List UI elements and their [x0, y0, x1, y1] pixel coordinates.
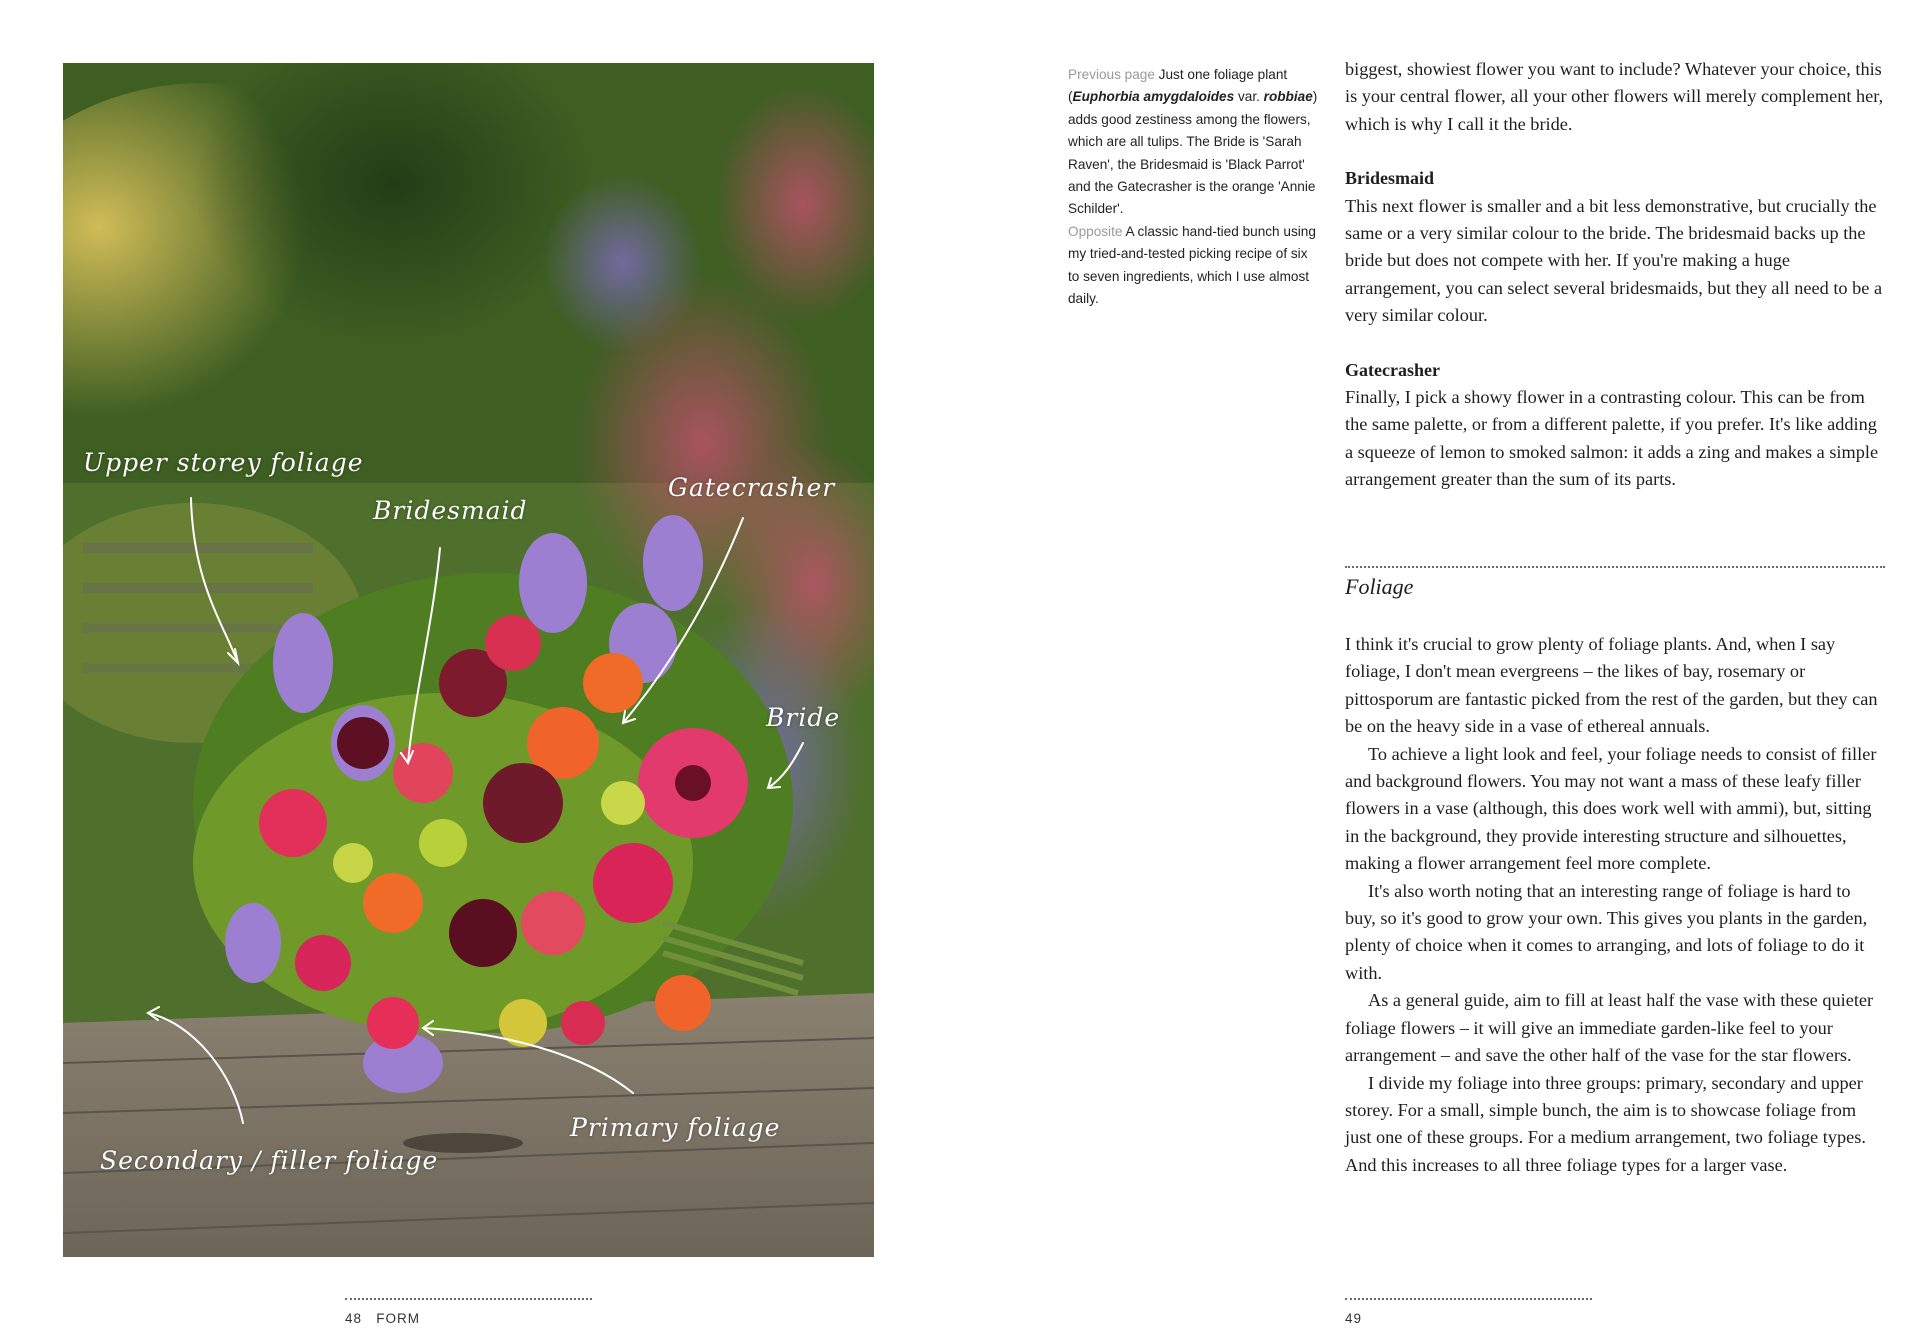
label-primary-foliage: Primary foliage [570, 1113, 781, 1142]
label-bride: Bride [766, 703, 841, 732]
caption-variety: robbiae [1263, 89, 1313, 105]
intro-paragraph: biggest, showiest flower you want to include? Whatever your choice, this is your central flower, all your other flowers will merely complement her, which is why I call it the bride. [1345, 59, 1884, 134]
caption-previous-text-2: ) adds good zestiness among the flowers, which are all tulips. The Bride is 'Sarah Raven', the Bridesmaid is 'Black Parrot' and the Gatecrasher is the orange 'Annie Schilder'. [1068, 89, 1318, 217]
body-top [1345, 56, 1885, 494]
foliage-paragraph: It's also worth noting that an interesting range of foliage is hard to buy, so it's good to grow your own. This gives you plants in the garden, plenty of choice when it comes to arranging, and lots of foliage to do it with. [1345, 880, 1868, 983]
left-folio [345, 1311, 420, 1326]
left-page-number: 48 [345, 1311, 363, 1326]
gatecrasher-paragraph: Finally, I pick a showy flower in a contrasting colour. This can be from the same palette, or from a different palette, if you prefer. It's like adding a squeeze of lemon to smoked salmon: it adds a zing and makes a simple arrangement greater than the sum of its parts. [1345, 387, 1879, 490]
gatecrasher-heading: Gatecrasher [1345, 359, 1440, 380]
caption-species: Euphorbia amygdaloides [1072, 89, 1235, 105]
bouquet-illustration [63, 63, 874, 1257]
foliage-paragraph: I divide my foliage into three groups: primary, secondary and upper storey. For a small, simple bunch, the aim is to showcase foliage from just one of these groups. For a medium arrangement, two foliage types. And this increases to all three foliage types for a larger vase. [1345, 1072, 1866, 1175]
foliage-body [1345, 631, 1885, 1179]
caption-var: var. [1234, 89, 1264, 105]
label-bridesmaid: Bridesmaid [373, 496, 528, 525]
caption-previous-lead: Previous page [1068, 67, 1155, 82]
foliage-paragraph: To achieve a light look and feel, your foliage needs to consist of filler and background flowers. You may not want a mass of these leafy filler flowers in a vase (although, this does work well with ammi), but, sitting in the background, they provide interesting structure and silhouettes, making a flower arrangement feel more complete. [1345, 743, 1877, 874]
caption-previous [1068, 64, 1318, 221]
label-secondary-filler-foliage: Secondary / filler foliage [100, 1146, 439, 1175]
photo-caption [1068, 64, 1318, 310]
bouquet-photo [63, 63, 874, 1257]
bridesmaid-heading: Bridesmaid [1345, 168, 1435, 189]
right-folio [1345, 1311, 1362, 1326]
label-upper-storey-foliage: Upper storey foliage [83, 448, 364, 477]
caption-previous-text: Just one foliage plant ( [1068, 67, 1288, 105]
section-divider [1345, 566, 1885, 568]
left-section-name: FORM [376, 1311, 421, 1326]
caption-opposite-text: A classic hand-tied bunch using my tried-and-tested picking recipe of six to seven ingredients, which I use almost daily. [1068, 223, 1316, 307]
foliage-paragraph: I think it's crucial to grow plenty of foliage plants. And, when I say foliage, I don't mean evergreens – the likes of bay, rosemary or pittosporum are fantastic picked from the rest of the garden, but they can be on the heavy side in a vase of ethereal annuals. [1345, 634, 1878, 737]
bridesmaid-paragraph: This next flower is smaller and a bit less demonstrative, but crucially the same or a very similar colour to the bride. The bridesmaid backs up the bride but does not compete with her. If you're making a huge arrangement, you can select several bridesmaids, but they all need to be a very similar colour. [1345, 195, 1883, 326]
caption-opposite [1068, 221, 1318, 311]
foliage-paragraph: As a general guide, aim to fill at least half the vase with these quieter foliage flowers – it will give an immediate garden-like feel to your arrangement – and save the other half of the vase for the star flowers. [1345, 990, 1874, 1066]
label-gatecrasher: Gatecrasher [668, 473, 836, 502]
right-folio-rule [1345, 1298, 1592, 1300]
left-folio-rule [345, 1298, 592, 1300]
right-page-number: 49 [1345, 1311, 1363, 1326]
section-title: Foliage [1345, 574, 1414, 599]
caption-opposite-lead: Opposite [1068, 223, 1123, 239]
